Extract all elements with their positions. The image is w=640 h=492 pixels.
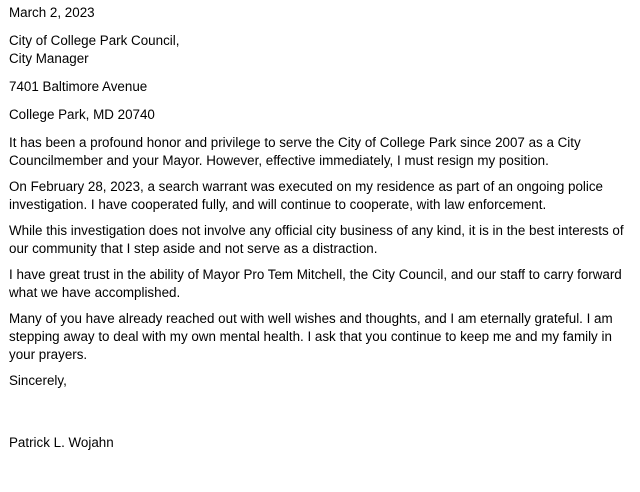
body-paragraph-trust: I have great trust in the ability of Mayor Pro Tem Mitchell, the City Council, and our staff to carry forward what we have accomplished. (9, 267, 622, 300)
address-street: 7401 Baltimore Avenue (9, 79, 148, 94)
body-paragraph-resignation: It has been a profound honor and privilege to serve the City of College Park since 2007 as a City Councilmember and your Mayor. However, effective immediately, I must resign my position. (9, 135, 581, 168)
signature-space (9, 398, 637, 434)
resignation-letter (9, 4, 637, 460)
recipient-block (9, 32, 637, 68)
body-paragraph-gratitude: Many of you have already reached out with well wishes and thoughts, and I am eternally grateful. I am stepping away to deal with my own mental health. I ask that you continue to keep me and my family in your prayers. (9, 311, 613, 362)
recipient-title: City Manager (9, 51, 89, 66)
recipient-name: City of College Park Council, (9, 33, 180, 48)
body-paragraph-investigation: On February 28, 2023, a search warrant was executed on my residence as part of an ongoing police investigation. I have cooperated fully, and will continue to cooperate, with law enforcement. (9, 179, 603, 212)
closing: Sincerely, (9, 373, 67, 388)
letter-date: March 2, 2023 (9, 5, 95, 20)
address-city: College Park, MD 20740 (9, 107, 155, 122)
body-paragraph-step-aside: While this investigation does not involve any official city business of any kind, it is in the best interests of our community that I step aside and not serve as a distraction. (9, 223, 624, 256)
signature-name: Patrick L. Wojahn (9, 435, 114, 450)
